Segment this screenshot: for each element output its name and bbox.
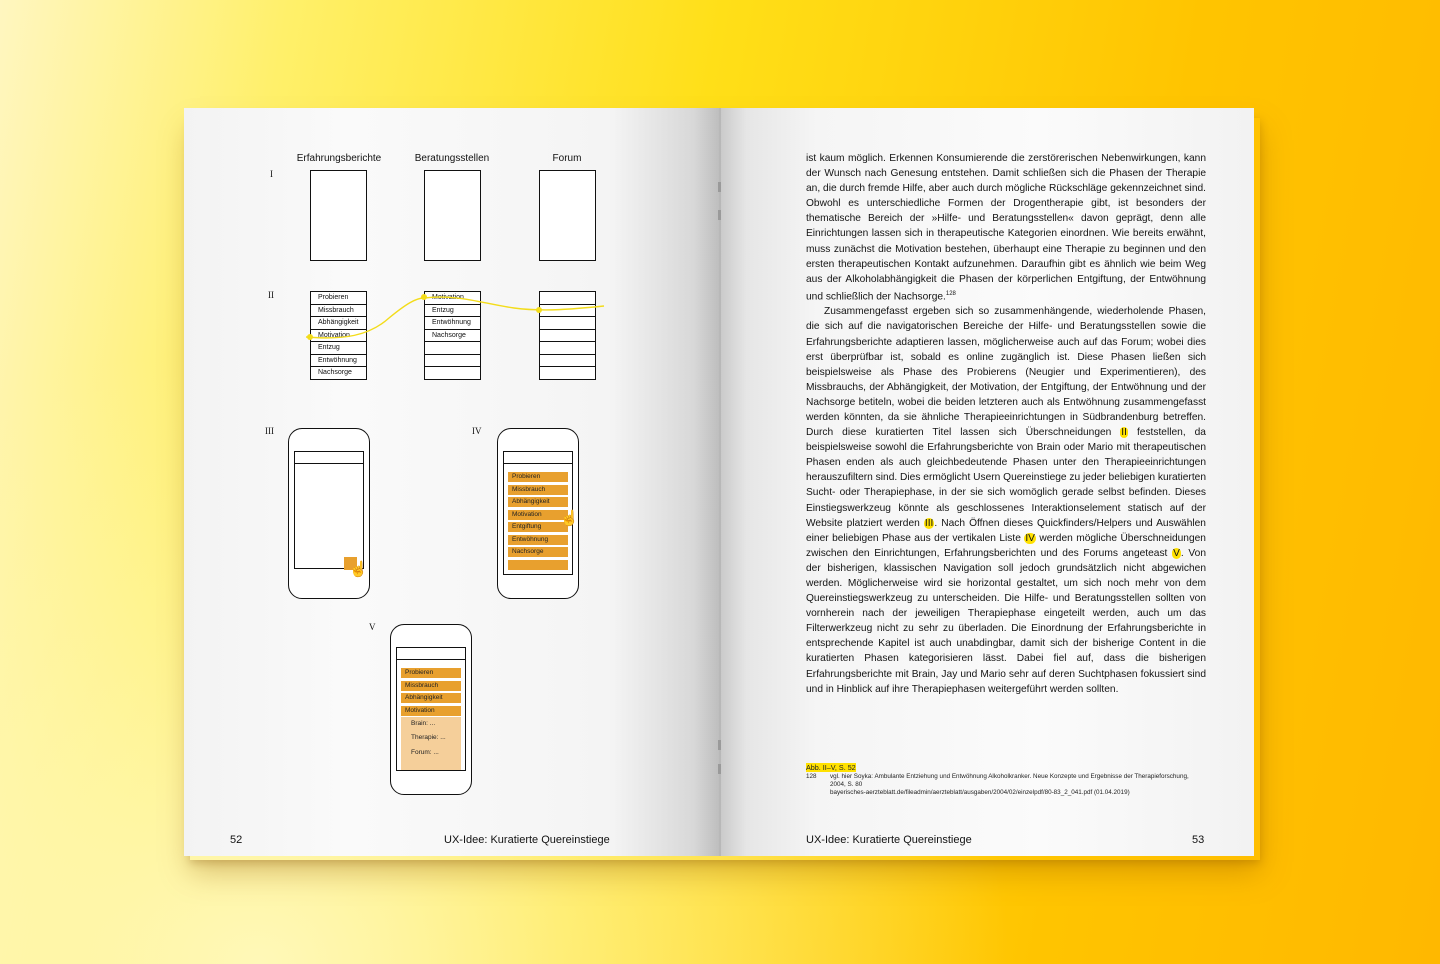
numeral-iv: IV (472, 426, 482, 436)
list-item: Missbrauch (311, 305, 366, 318)
paragraph-2-text: werden mögliche Überschneidungen zwischen den Einrichtungen, Erfahrungsberichten und des Forums angeteast (806, 532, 1206, 559)
footnote-url: bayerisches-aerzteblatt.de/fileadmin/aerzteblatt/ausgaben/2004/02/einzelpdf/80-83_2_041.pdf (01.04.2019) (830, 789, 1130, 796)
sub-item (401, 760, 461, 770)
footnote-ref: 128 (945, 290, 956, 297)
running-title-left: UX-Idee: Kuratierte Quereinstiege (444, 834, 610, 846)
phase-item: Nachsorge (508, 547, 568, 557)
binding-mark (718, 764, 721, 774)
list-item: Entzug (311, 342, 366, 355)
column-head-erfahrungsberichte: Erfahrungsberichte (296, 153, 382, 164)
paragraph-1 (806, 151, 1206, 304)
figure-ref-v: V (1173, 547, 1180, 559)
running-title-right: UX-Idee: Kuratierte Quereinstiege (806, 834, 972, 846)
left-page (184, 108, 720, 856)
sub-item: Brain: ... (401, 717, 461, 732)
phase-item: Entwöhnung (508, 535, 568, 545)
phase-item (401, 770, 461, 771)
motivation-connection-path (184, 108, 720, 408)
phase-item: Probieren (401, 668, 461, 678)
paragraph-2-text: . Nach Öffnen dieses Quickfinders/Helpers und Auswählen einer beliebigen Phase aus der vertikalen Liste (806, 517, 1206, 544)
list-item: Nachsorge (311, 367, 366, 380)
footnote-text: vgl. hier Soyka: Ambulante Entziehung und Entwöhnung Alkoholkranker. Neue Konzepte und Ergebnisse der Therapieforschung, 2004, S. 80 (830, 773, 1189, 788)
phase-item: Missbrauch (401, 681, 461, 691)
binding-mark (718, 740, 721, 750)
binding-mark (718, 182, 721, 192)
column-head-beratungsstellen: Beratungsstellen (414, 153, 490, 164)
phone-mockup-iii (288, 428, 370, 599)
sub-item: Forum: ... (401, 746, 461, 761)
phase-item: Probieren (508, 472, 568, 482)
body-text (806, 151, 1206, 697)
list-item: Probieren (311, 292, 366, 305)
numeral-v: V (369, 622, 376, 632)
figure-ref-iv: IV (1025, 532, 1035, 544)
sub-item: Therapie: ... (401, 731, 461, 746)
column-head-forum: Forum (552, 153, 582, 164)
paragraph-2-text: . Von der bisherigen, klassischen Navigation soll jedoch grundsätzlich nicht abgewichen werden. Möglicherweise wird sie horizontal gestaltet, um sich noch mehr von dem Quereinstiegswerkzeug zu unterscheiden. Die Hilfe- und Beratungsstellen sollten von vornherein nach der jeweiligen Therapiephase eingeteilt werden, auch um das Filterwerkzeug nicht zu sehr zu überladen. Die Einordnung der Erfahrungsberichte in entsprechende Kapitel ist auch unabdingbar, damit sich der bisherige Content in die kuratierten Phasen kategorisieren lässt. Dabei fiel auf, dass die bisherigen Erfahrungsberichte mit Brain, Jay und Mario sehr auf deren Suchtphasen fokussiert sind und in Hinblick auf ihre Therapiephasen weitergeführt werden sollten. (806, 547, 1206, 695)
connection-dot (536, 307, 542, 313)
phase-item: Abhängigkeit (401, 693, 461, 703)
connection-dot (421, 294, 427, 300)
figure-ref-iii: III (924, 517, 934, 529)
paragraph-2-text: feststellen, da beispielsweise sowohl die Erfahrungsberichte von Brain oder Mario mit therapeutischen Phasen enden als auch gleichbedeutende Phasen unter den Therapieeinrichtungen herauszufiltern sind. Dies ermöglicht Usern Quereinstiege zu jeder beliebigen kuratierten Sucht- oder Therapiephase, in der sie sich womöglich gerade selbst befinden. Dieses Einstiegswerkzeug könnte als geschlossenes Interaktionselement statisch auf der Website platziert werden (806, 427, 1206, 529)
paragraph-1-text: ist kaum möglich. Erkennen Konsumierende die zerstörerischen Nebenwirkungen, kann der Wunsch nach Genesung entstehen. Damit schließen sich die Phasen der Therapie an, die durch fremde Hilfe, aber auch durch mögliche Rückschläge gekennzeichnet sind. Obwohl es unterschiedliche Formen der Drogentherapie gibt, ist besonders der thematische Bereich der »Hilfe- und Beratungsstellen« davon geprägt, denn alle Einrichtungen lassen sich in therapeutische Kategorien einordnen. Wie bereits erwähnt, muss zunächst die Motivation bestehen, überhaupt eine Therapie zu beginnen und den ersten therapeutischen Kontakt aufzunehmen. Daraufhin gibt es ähnlich wie beim Weg aus der Alkoholabhängigkeit die Phasen der körperlichen Entgiftung, der Entwöhnung und schließlich der Nachsorge. (806, 153, 1206, 303)
phase-item: Entgiftung (508, 522, 568, 532)
hand-cursor-icon: ☝ (349, 561, 368, 578)
phase-item: Motivation (401, 706, 461, 716)
paragraph-2 (806, 304, 1206, 696)
figure-ref-ii: II (1121, 427, 1127, 439)
numeral-ii: II (268, 290, 274, 300)
list-item: Abhängigkeit (311, 317, 366, 330)
page-number-right: 53 (1192, 834, 1205, 846)
list-item: Motivation (425, 292, 480, 305)
list-item: Motivation (311, 330, 366, 343)
phone-mockup-iv (497, 428, 579, 599)
right-page (720, 108, 1254, 856)
numeral-iii: III (265, 426, 274, 436)
connection-dot (307, 334, 313, 340)
phase-item: Motivation (508, 510, 568, 520)
figure-reference: Abb. II–V, S. 52 (806, 763, 856, 772)
list-item: Entwöhnung (311, 355, 366, 368)
phase-item: Missbrauch (508, 485, 568, 495)
footnotes (806, 764, 1206, 797)
binding-mark (718, 210, 721, 220)
list-item: Entwöhnung (425, 317, 480, 330)
numeral-i: I (270, 169, 273, 179)
phase-item (508, 560, 568, 570)
paragraph-2-text: Zusammengefasst ergeben sich so zusammenhängende, wiederholende Phasen, die sich auf die navigatorischen Bereiche der Hilfe- und Beratungsstellen sowie die Erfahrungsberichte adaptieren lassen, möglicherweise auch auf das Forum; wobei dies erst überprüfbar ist, sobald es online zugänglich ist. Diese Phasen ließen sich beispielsweise als Phase des Probierens (Neugier und Experimentieren), des Missbrauchs, der Abhängigkeit, der Motivation, der Entgiftung, der Entwöhnung und der Nachsorge betiteln, wobei die beiden letzteren auch als Entwöhnung zusammengefasst werden könnten, da sie ähnliche Therapieeinrichtungen in Südbrandenburg betreffen. Durch diese kuratierten Titel lassen sich Überschneidungen (806, 306, 1206, 439)
hand-cursor-icon: ☝ (560, 510, 579, 527)
phone-screen (294, 451, 364, 569)
phone-screen (396, 647, 466, 771)
page-number-left: 52 (230, 834, 243, 846)
phase-item: Abhängigkeit (508, 497, 568, 507)
footnote-number: 128 (806, 773, 817, 780)
list-item: Nachsorge (425, 330, 480, 343)
list-item: Entzug (425, 305, 480, 318)
phone-mockup-v (390, 624, 472, 795)
